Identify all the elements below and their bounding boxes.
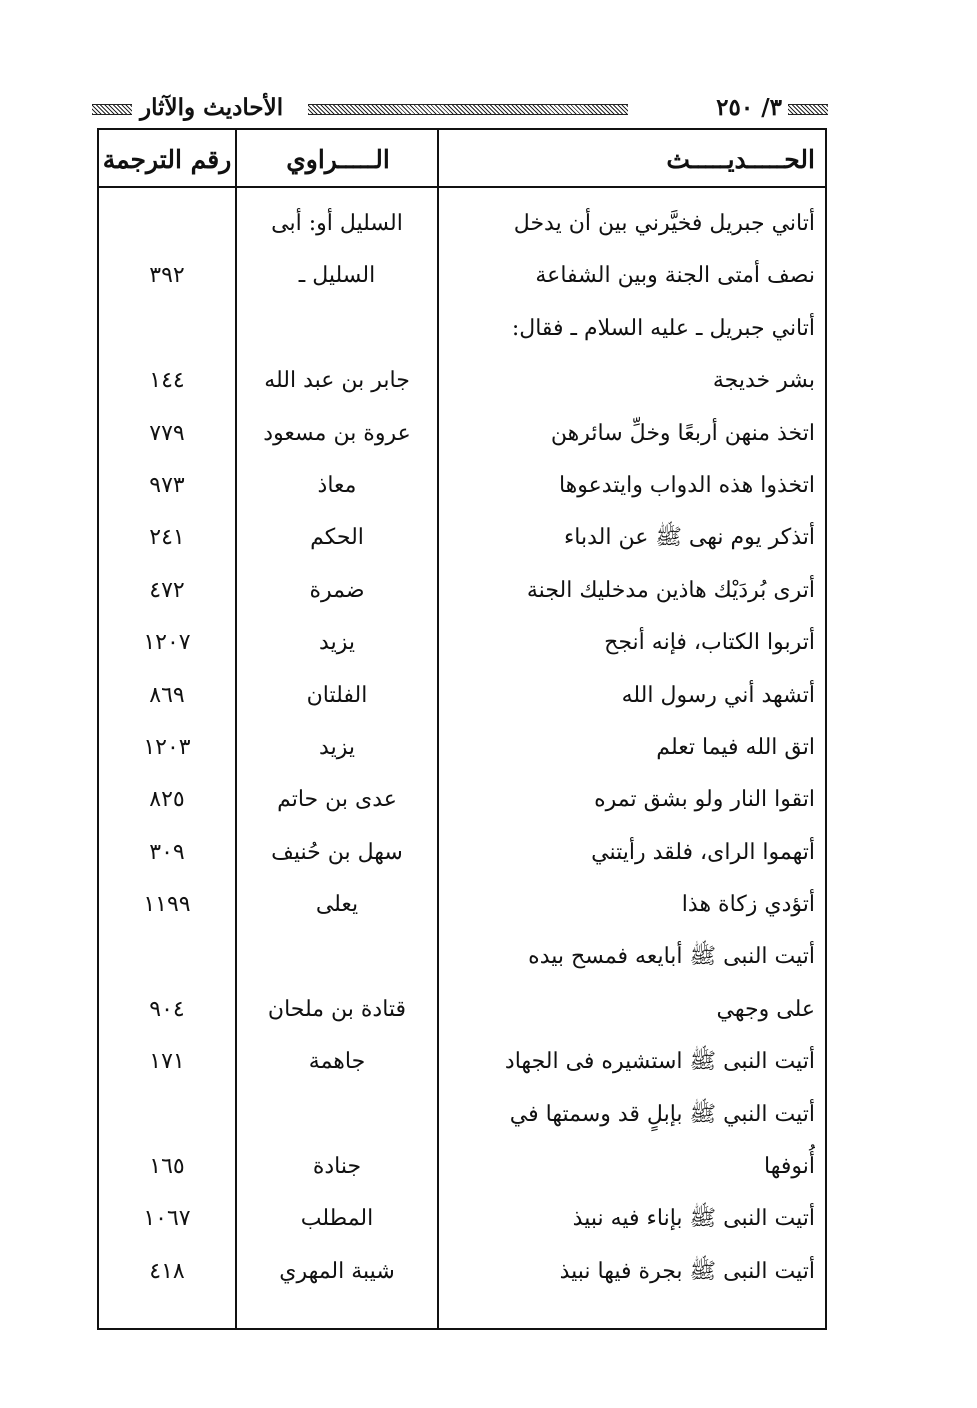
table-row [99,827,825,879]
narrator-name: ضمرة [309,577,365,603]
hadith-text: أتؤدي زكاة هذا [681,892,815,918]
hadith-text: اتخذ منهن أربعًا وخلِّ سائرهن [550,420,815,446]
narrator-name [239,931,435,983]
column-header-hadith: الحـــــديـــــث [666,145,815,174]
narrator-name: معاذ [317,472,357,498]
header-ornament-right [788,104,828,115]
table-row [99,565,825,617]
page-header [92,94,828,122]
biography-number: ٤١٨ [149,1258,185,1284]
narrator-name: عروة بن مسعود [263,420,411,446]
column-header-narrator: الـــــراوي [286,145,390,174]
table-row [99,408,825,460]
header-divider [99,186,825,188]
table-row [99,355,825,407]
table-row [99,512,825,564]
page-number: ٣/ ٢٥٠ [716,94,782,121]
narrator-name: يزيد [319,734,355,760]
narrator-name: الفلتان [306,682,368,708]
running-title: الأحاديث والآثار [140,94,284,121]
table-row [99,198,825,250]
biography-number: ٨٢٥ [149,787,185,813]
narrator-name: جنادة [312,1154,362,1180]
biography-number: ٧٧٩ [149,420,185,446]
biography-number [99,198,235,250]
narrator-name: سهل بن حُنيف [271,839,403,865]
table-row [99,617,825,669]
narrator-name: يعلى [315,892,359,918]
table-row [99,1246,825,1298]
narrator-name: شيبة المهري [279,1258,395,1284]
narrator-name: عدى بن حاتم [277,787,397,813]
narrator-name: السليل ـ [298,263,376,289]
hadith-text: أتيت النبى ﷺ استشيره فى الجهاد [504,1049,815,1075]
hadith-text: أتشهد أني رسول الله [621,682,815,708]
table-row [99,984,825,1036]
narrator-name [239,1089,435,1141]
hadith-text: أتهموا الراى، فلقد رأيتني [591,839,815,865]
biography-number [99,303,235,355]
biography-number: ١٤٤ [149,368,185,394]
narrator-name: السليل أو: أبى [271,211,403,236]
table-row [99,250,825,302]
table-row [99,931,825,983]
hadith-text: أُنوفها [764,1154,815,1180]
hadith-text: بشر خديجة [712,368,815,394]
narrator-name: المطلب [300,1206,374,1232]
table-row [99,722,825,774]
hadith-text: أتيت النبي ﷺ بإبلٍ قد وسمتها في [509,1101,815,1127]
header-ornament-middle [308,104,628,115]
hadith-index-table [97,128,827,1330]
hadith-text: نصف أمتى الجنة وبين الشفاعة [535,263,815,289]
hadith-text: اتق الله فيما تعلم [656,734,815,760]
narrator-name: جاهمة [308,1049,366,1075]
narrator-name: جابر بن عبد الله [264,368,410,394]
biography-number: ١٠٦٧ [143,1206,191,1232]
table-row [99,1141,825,1193]
table-row [99,303,825,355]
table-row [99,1089,825,1141]
biography-number [99,1089,235,1141]
hadith-text: أتيت النبى ﷺ بإناء فيه نبيذ [572,1206,815,1232]
table-row [99,460,825,512]
biography-number: ١٦٥ [149,1154,185,1180]
hadith-text: اتقوا النار ولو بشق تمره [594,787,815,813]
narrator-name [239,303,435,355]
biography-number: ١٧١ [149,1049,185,1075]
header-ornament-left [92,104,132,115]
hadith-text: على وجهي [716,996,815,1022]
biography-number: ٣٠٩ [149,839,185,865]
hadith-text: أتيت النبى ﷺ بجرة فيها نبيذ [559,1258,815,1284]
biography-number: ١١٩٩ [143,892,191,918]
column-header-biography-number: رقم الترجمة [102,145,232,174]
narrator-name: الحكم [310,525,364,551]
hadith-text: اتخذوا هذه الدواب وايتدعوها [558,472,815,498]
hadith-text: أتاني جبريل ـ عليه السلام ـ فقال: [511,315,815,341]
biography-number: ١٢٠٣ [143,734,191,760]
biography-number: ٩٠٤ [149,996,185,1022]
biography-number: ٩٧٣ [149,472,185,498]
biography-number: ٢٤١ [149,525,185,551]
biography-number: ٤٧٢ [149,577,185,603]
table-row [99,879,825,931]
table-row [99,1193,825,1245]
table-row [99,1036,825,1088]
table-row [99,774,825,826]
hadith-text: أترى بُردَيْك هاذين مدخليك الجنة [526,577,815,603]
hadith-text: أتيت النبى ﷺ أبايعه فمسح بيده [528,944,815,970]
narrator-name: قتادة بن ملحان [267,996,407,1022]
hadith-text: أتذكر يوم نهى ﷺ عن الدباء [563,525,815,551]
narrator-name: يزيد [319,630,355,656]
table-row [99,670,825,722]
biography-number [99,931,235,983]
hadith-text: أتربوا الكتاب، فإنه أنجح [604,630,815,656]
biography-number: ٨٦٩ [149,682,185,708]
biography-number: ١٢٠٧ [143,630,191,656]
hadith-text: أتاني جبريل فخيَّرني بين أن يدخل [513,211,815,236]
table-body [99,198,825,1298]
biography-number: ٣٩٢ [149,263,185,289]
